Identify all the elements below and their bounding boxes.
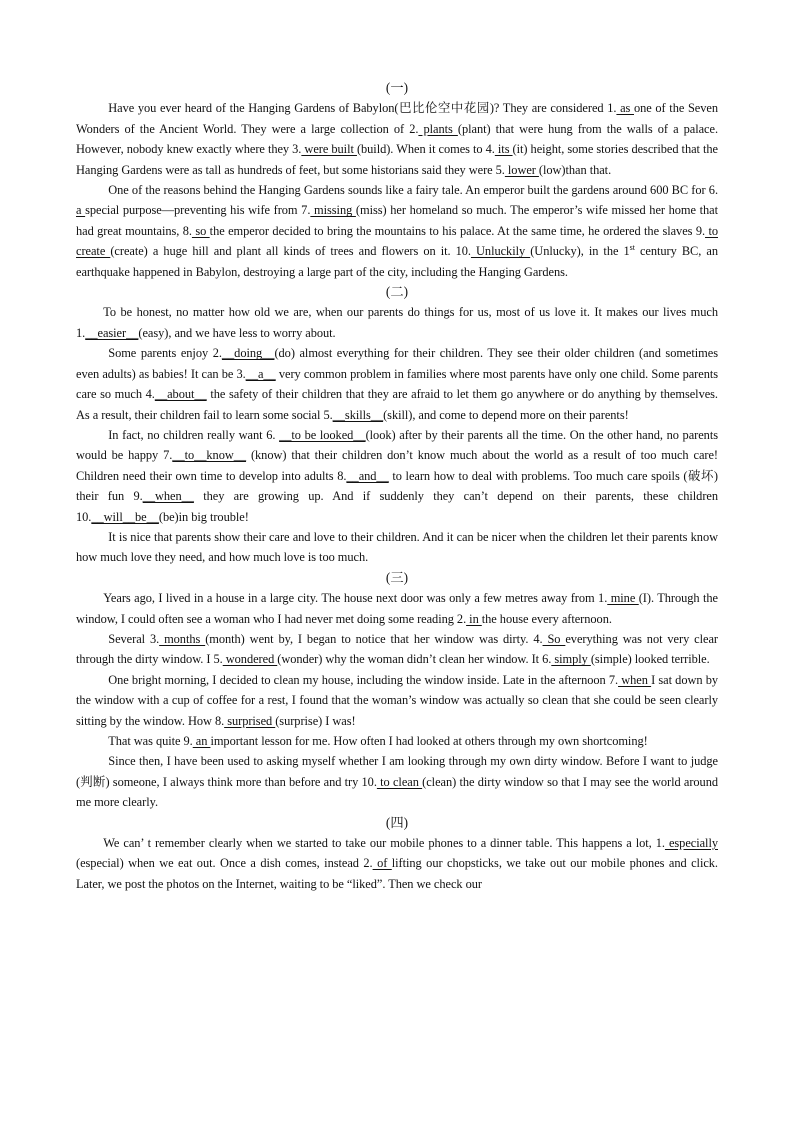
answer-blank: __a__ <box>245 366 276 381</box>
text-run: (low)than that. <box>538 162 612 177</box>
answer-blank: in <box>466 611 482 626</box>
text-run: I sat down by the window with a cup of coffee for a rest, I found that the woman’s window was actually so clean that she could be seen clearly sitting by the window. How 8. <box>76 672 718 728</box>
text-run: (look) after by their parents all the time. On the other hand, no parents would be happy 7. <box>76 427 718 463</box>
section-heading: (二) <box>385 284 409 300</box>
answer-blank: missing <box>310 203 356 218</box>
paragraph <box>76 180 718 282</box>
paragraph <box>76 588 718 629</box>
text-run: (be)in big trouble! <box>158 509 249 524</box>
text-run: Have you ever heard of the Hanging Gardens of Babylon(巴比伦空中花园)? They are considered 1. <box>108 101 617 116</box>
text-run: Several 3. <box>108 631 160 646</box>
section-heading: (四) <box>385 814 409 830</box>
text-run: century BC, an earthquake happened in Babylon, destroying a large part of the city, including the Hanging Gardens. <box>76 244 718 279</box>
text-run: In fact, no children really want 6. <box>108 427 280 442</box>
answer-blank: plants <box>418 121 458 136</box>
document-page <box>76 78 718 894</box>
answer-blank: __will__be__ <box>91 509 159 524</box>
answer-blank: as <box>616 101 634 116</box>
text-run: (clean) the dirty window so that I may see the world around me more clearly. <box>76 774 718 810</box>
answer-blank: of <box>372 856 392 871</box>
paragraph <box>76 98 718 180</box>
text-run: the house every afternoon. <box>481 611 612 626</box>
answer-blank: __to__know__ <box>172 448 247 463</box>
text-run: (know) that their children don’t know much about the world as a result of too much care! Children need their own time to develop into adults 8. <box>76 448 718 483</box>
superscript: st <box>629 243 635 253</box>
answer-blank: its <box>494 142 513 157</box>
text-run: Some parents enjoy 2. <box>108 346 222 361</box>
text-run: (easy), and we have less to worry about. <box>138 325 336 340</box>
paragraph <box>76 302 718 343</box>
text-run: (miss) her homeland so much. The emperor’s wife missed her home that had great mountains, 8. <box>76 203 719 238</box>
text-run: (Unlucky), in the 1 <box>530 244 630 259</box>
answer-blank: wondered <box>222 652 278 667</box>
text-run: (plant) that were hung from the walls of a palace. However, nobody knew exactly where they 3. <box>76 121 718 157</box>
text-run: the emperor decided to bring the mountains to his palace. At the same time, he ordered the slaves 9. <box>209 223 706 238</box>
answer-blank: were built <box>301 142 357 157</box>
answer-blank: to create <box>76 223 718 259</box>
answer-blank: So <box>542 631 566 646</box>
text-run: everything was not very clear through the dirty window. I 5. <box>76 631 718 667</box>
text-run: (wonder) why the woman didn’t clean her window. It 6. <box>277 652 552 667</box>
paragraph <box>76 670 718 731</box>
paragraph <box>76 425 718 527</box>
section-4 <box>76 813 718 895</box>
section-heading: (一) <box>385 80 409 95</box>
text-run: (it) height, some stories described that the Hanging Gardens were as tall as hundreds of feet, but some historians said they were 5. <box>76 142 719 177</box>
answer-blank: Unluckily <box>470 244 531 259</box>
text-run: It is nice that parents show their care and love to their children. And it can be nicer when the children let their parents know how much love they need, and how much love is too much. <box>76 529 718 565</box>
answer-blank: __and__ <box>346 468 389 483</box>
answer-blank: months <box>159 631 206 646</box>
section-heading: (三) <box>385 569 409 585</box>
text-run: (month) went by, I began to notice that her window was dirty. 4. <box>205 631 543 646</box>
answer-blank: especially <box>664 836 718 851</box>
answer-blank: to clean <box>376 774 423 789</box>
text-run: important lesson for me. How often I had looked at others through my own shortcoming! <box>210 734 648 748</box>
text-run: to learn how to deal with problems. Too much care spoils (破坏) their fun 9. <box>76 468 718 504</box>
text-run: the safety of their children that they are afraid to let them go anywhere or do anything by themselves. As a result, their children fail to learn some social 5. <box>76 387 718 422</box>
paragraph <box>76 629 718 670</box>
text-run: lifting our chopsticks, we take out our mobile phones and click. Later, we post the photos on the Internet, waiting to be “liked”. Then we check our <box>76 856 718 891</box>
text-run: We can’ t remember clearly when we started to take our mobile phones to a dinner table. This happens a lot, 1. <box>103 836 665 851</box>
answer-blank: __doing__ <box>221 346 275 361</box>
text-run: (build). When it comes to 4. <box>356 142 495 157</box>
text-run: One of the reasons behind the Hanging Gardens sounds like a fairy tale. An emperor built the gardens around 600 BC for 6. <box>108 183 718 198</box>
text-run: Years ago, I lived in a house in a large city. The house next door was only a few metres away from 1. <box>103 591 608 606</box>
answer-blank: __when__ <box>142 489 194 504</box>
text-run: (create) a huge hill and plant all kinds of trees and flowers on it. 10. <box>110 244 471 259</box>
answer-blank: __easier__ <box>85 325 139 340</box>
answer-blank: a <box>76 203 86 218</box>
text-run: To be honest, no matter how old we are, when our parents do things for us, most of us love it. It makes our lives much 1. <box>76 305 718 340</box>
text-run: (do) almost everything for their children. They see their older children (and sometimes even adults) as babies! It can be 3. <box>76 346 718 381</box>
text-run: special purpose—preventing his wife from 7. <box>85 203 311 218</box>
text-run: very common problem in families where most parents have only one child. Some parents care so much 4. <box>76 366 718 402</box>
text-run: they are growing up. And if suddenly they can’t depend on their parents, these children 10. <box>76 489 718 524</box>
paragraph <box>76 527 718 568</box>
text-run: That was quite 9. <box>108 734 193 748</box>
text-run: (especial) when we eat out. Once a dish comes, instead 2. <box>76 856 373 871</box>
text-run: one of the Seven Wonders of the Ancient World. They were a large collection of 2. <box>76 101 718 136</box>
text-run: (surprise) I was! <box>275 713 356 728</box>
answer-blank: an <box>192 734 211 748</box>
answer-blank: so <box>191 223 210 238</box>
answer-blank: __about__ <box>154 387 207 402</box>
answer-blank: surprised <box>224 713 276 728</box>
answer-blank: lower <box>504 162 539 177</box>
answer-blank: when <box>618 672 652 687</box>
paragraph <box>76 833 718 894</box>
paragraph <box>76 343 718 425</box>
paragraph <box>76 751 718 812</box>
answer-blank: simply <box>551 652 591 667</box>
answer-blank: __skills__ <box>332 407 384 422</box>
answer-blank: __to be looked__ <box>279 427 366 442</box>
answer-blank: mine <box>607 591 639 606</box>
text-run: (I). Through the window, I could often see a woman who I had never met doing some reading 2. <box>76 591 718 626</box>
text-run: (simple) looked terrible. <box>590 652 710 667</box>
text-run: One bright morning, I decided to clean my house, including the window inside. Late in the afternoon 7. <box>108 672 619 687</box>
section-2 <box>76 282 718 568</box>
section-1 <box>76 78 718 282</box>
paragraph <box>76 731 718 751</box>
section-3 <box>76 568 718 813</box>
text-run: Since then, I have been used to asking myself whether I am looking through my own dirty window. Before I want to judge (判断) someone, I always think more than before and try 10. <box>76 754 718 789</box>
text-run: (skill), and come to depend more on their parents! <box>383 407 629 422</box>
